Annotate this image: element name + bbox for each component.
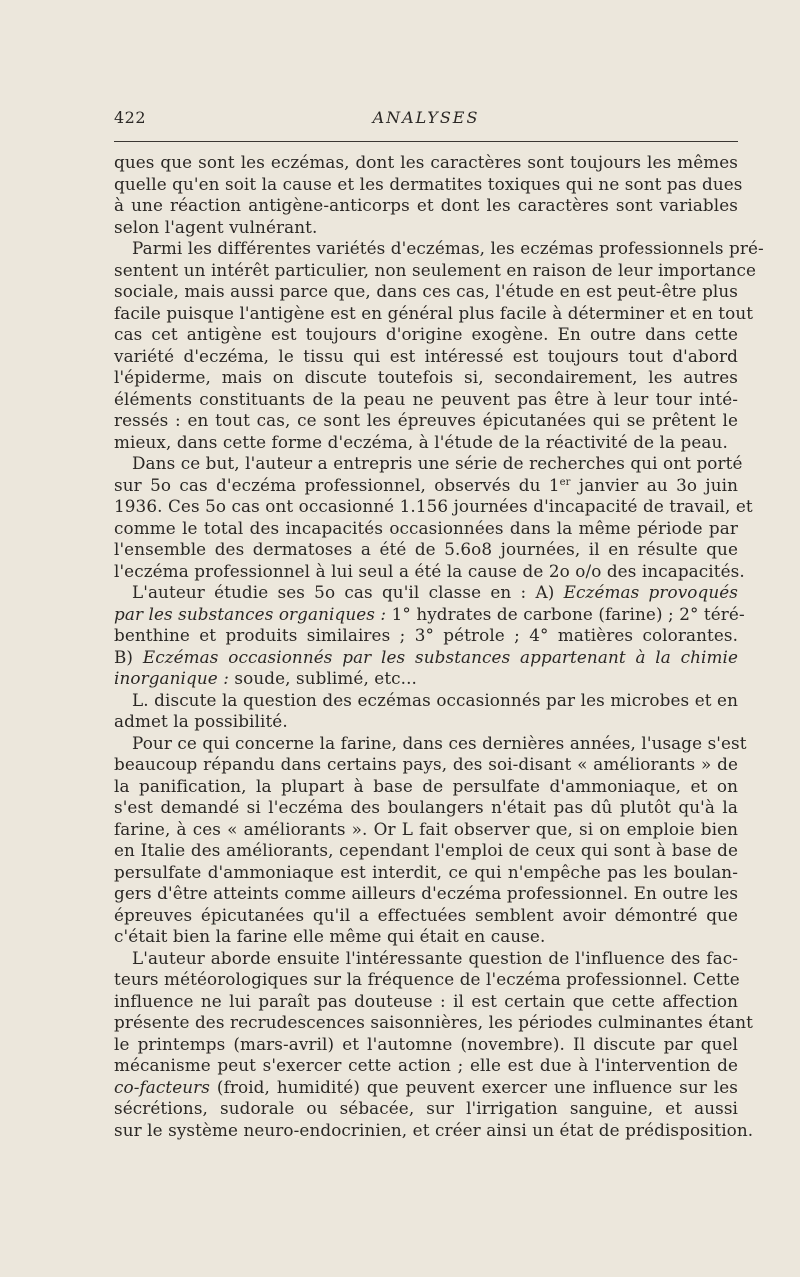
italic-text: Eczémas occasionnés par les substances appartenant à la chimie [142, 646, 739, 667]
text-line: benthine et produits similaires ; 3° pétrole ; 4° matières colorantes. [114, 625, 738, 645]
text-line: le printemps (mars-avril) et l'automne (novembre). Il discute par quel [114, 1033, 738, 1054]
page-number: 422 [114, 108, 147, 127]
text-line: sur le système neuro-endocrinien, et créer ainsi un état de prédisposition. [114, 1119, 754, 1140]
paragraph-start: Pour ce qui concerne la farine, dans ces dernières années, l'usage s'est [132, 732, 747, 753]
text-line: présente des recrudescences saisonnières, les périodes culminantes étant [114, 1012, 753, 1032]
text-line: influence ne lui paraît pas douteuse : il est certain que cette affection [114, 990, 738, 1011]
text-line: teurs météorologiques sur la fréquence de l'eczéma professionnel. Cette [114, 969, 740, 989]
paragraph-start: L'auteur étudie ses 5o cas qu'il classe en : A) Eczémas provoqués [132, 582, 738, 602]
text-line: épreuves épicutanées qu'il a effectuées semblent avoir démontré que [114, 904, 738, 925]
text-line: à une réaction antigène-anticorps et dont les caractères sont variables [114, 195, 738, 215]
text-line: persulfate d'ammoniaque est interdit, ce qui n'empêche pas les boulan- [114, 861, 738, 882]
text-line: selon l'agent vulnérant. [114, 216, 318, 237]
italic-text: Eczémas provoqués [563, 582, 738, 602]
text-line: sentent un intérêt particulier, non seulement en raison de leur importance [114, 259, 756, 280]
text-line: variété d'eczéma, le tissu qui est intéressé est toujours tout d'abord [114, 345, 738, 366]
text-line: ressés : en tout cas, ce sont les épreuves épicutanées qui se prêtent le [114, 410, 738, 430]
paragraph-start: L'auteur aborde ensuite l'intéressante question de l'influence des fac- [132, 947, 738, 968]
text-line: éléments constituants de la peau ne peuvent pas être à leur tour inté- [114, 388, 738, 409]
text-line: mieux, dans cette forme d'eczéma, à l'étude de la réactivité de la peau. [114, 431, 728, 452]
text-line: sécrétions, sudorale ou sébacée, sur l'irrigation sanguine, et aussi [114, 1098, 738, 1118]
body-text [114, 152, 764, 1141]
paragraph-start: Parmi les différentes variétés d'eczémas, les eczémas professionnels pré- [132, 238, 764, 258]
text-line: cas cet antigène est toujours d'origine exogène. En outre dans cette [114, 324, 738, 344]
text-line: gers d'être atteints comme ailleurs d'eczéma professionnel. En outre les [114, 883, 739, 903]
text-line: c'était bien la farine elle même qui était en cause. [114, 926, 546, 946]
text-line: B) Eczémas occasionnés par les substances appartenant à la chimie [114, 646, 739, 667]
text-line: admet la possibilité. [114, 711, 288, 731]
text-line: sociale, mais aussi parce que, dans ces cas, l'étude en est peut-être plus [114, 281, 738, 301]
text-line: sur 5o cas d'eczéma professionnel, observés du 1er janvier au 3o juin [114, 474, 738, 495]
text-line: co-facteurs (froid, humidité) que peuvent exercer une influence sur les [114, 1076, 738, 1097]
paragraph-start: Dans ce but, l'auteur a entrepris une série de recherches qui ont porté [132, 453, 743, 473]
text-line: quelle qu'en soit la cause et les dermatites toxiques qui ne sont pas dues [114, 173, 743, 194]
text-line: beaucoup répandu dans certains pays, des soi-disant « améliorants » de [114, 754, 738, 774]
text-line: s'est demandé si l'eczéma des boulangers n'était pas dû plutôt qu'à la [114, 797, 738, 817]
text-line: par les substances organiques : 1° hydrates de carbone (farine) ; 2° téré- [114, 603, 745, 624]
text-line: ques que sont les eczémas, dont les caractères sont toujours les mêmes [114, 152, 738, 172]
paragraph-start: L. discute la question des eczémas occasionnés par les microbes et en [132, 689, 738, 710]
running-header [114, 108, 738, 132]
text-line: comme le total des incapacités occasionnées dans la même période par [114, 517, 738, 538]
text-line: en Italie des améliorants, cependant l'emploi de ceux qui sont à base de [114, 840, 738, 860]
text-line: farine, à ces « améliorants ». Or L fait observer que, si on emploie bien [114, 818, 738, 839]
text-line: l'ensemble des dermatoses a été de 5.6o8 journées, il en résulte que [114, 539, 738, 559]
superscript: er [559, 476, 571, 488]
text-line: l'épiderme, mais on discute toutefois si, secondairement, les autres [114, 367, 738, 387]
text-line: facile puisque l'antigène est en général plus facile à déterminer et en tout [114, 302, 754, 323]
text-line: l'eczéma professionnel à lui seul a été la cause de 2o o/o des incapacités. [114, 560, 745, 581]
text-line: la panification, la plupart à base de persulfate d'ammoniaque, et on [114, 775, 738, 796]
text-line: inorganique : soude, sublimé, etc... [114, 668, 417, 688]
header-rule [114, 141, 738, 142]
italic-text: inorganique : [114, 668, 229, 688]
italic-text: co-facteurs [114, 1076, 211, 1097]
text-line: mécanisme peut s'exercer cette action ; elle est due à l'intervention de [114, 1055, 738, 1075]
running-title: ANALYSES [372, 108, 480, 127]
italic-text: par les substances organiques : [114, 603, 387, 624]
text-line: 1936. Ces 5o cas ont occasionné 1.156 journées d'incapacité de travail, et [114, 496, 753, 516]
